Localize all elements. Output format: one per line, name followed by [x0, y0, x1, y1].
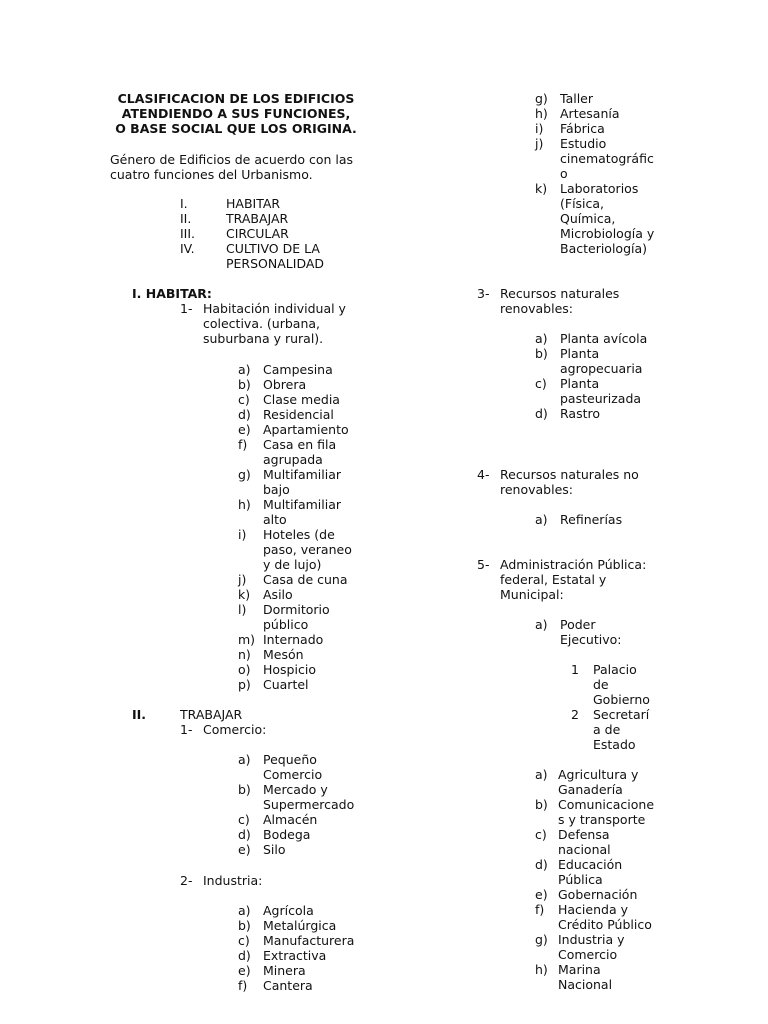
list-item-text — [263, 467, 341, 497]
list-item-marker: c) — [238, 933, 250, 948]
list-item-marker: 1 — [571, 662, 579, 677]
list-item-text — [558, 857, 622, 887]
list-item-text — [263, 782, 354, 812]
list-item-line: Supermercado — [263, 797, 355, 812]
list-item-marker: f) — [238, 978, 248, 993]
list-item-marker: b) — [535, 346, 548, 361]
list-item-line: Crédito Público — [558, 917, 652, 932]
list-item-text — [560, 406, 600, 421]
list-item-marker: d) — [535, 406, 548, 421]
list-item-marker: k) — [535, 181, 548, 196]
list-item-text — [263, 422, 349, 437]
item-marker: 2- — [180, 873, 193, 888]
list-item-marker: a) — [238, 752, 251, 767]
list-item-marker: a) — [535, 331, 548, 346]
item-line: Poder — [560, 617, 596, 632]
functions-list — [180, 196, 380, 271]
list-item-line: a de — [593, 722, 621, 737]
item-line: Habitación individual y — [203, 301, 346, 316]
list-item-marker: c) — [535, 376, 547, 391]
list-item-text — [263, 587, 293, 602]
list-item-text — [263, 903, 314, 918]
list-item-line: Educación — [558, 857, 623, 872]
list-item-marker: p) — [238, 677, 251, 692]
list-item-marker: e) — [238, 963, 251, 978]
list-item-line: de — [593, 677, 609, 692]
list-item-text — [558, 827, 611, 857]
list-item-marker: m) — [238, 632, 256, 647]
habitar-heading: I. HABITAR: — [132, 286, 212, 301]
title-line: ATENDIENDO A SUS FUNCIONES, — [121, 106, 351, 121]
list-item-text — [263, 602, 330, 632]
list-item-line: pasteurizada — [560, 391, 642, 406]
list-item-marker: d) — [238, 948, 251, 963]
item-line: renovables: — [500, 482, 574, 497]
list-item-text — [263, 812, 317, 827]
list-item-text — [263, 752, 322, 782]
list-item-text — [560, 512, 622, 527]
item-line: Recursos naturales — [500, 286, 620, 301]
list-item-line: Multifamiliar — [263, 467, 342, 482]
list-item-line: alto — [263, 512, 287, 527]
list-item-marker: c) — [535, 827, 547, 842]
list-item-line: Comunicacione — [558, 797, 655, 812]
list-item-text — [263, 392, 340, 407]
list-item-marker: h) — [535, 962, 548, 977]
list-item-marker: e) — [238, 842, 251, 857]
list-item-line: Microbiología y — [560, 226, 655, 241]
list-item-marker: b) — [238, 377, 251, 392]
list-item-marker: b) — [238, 918, 251, 933]
list-item-line: y de lujo) — [263, 557, 322, 572]
list-item-line: Estado — [593, 737, 636, 752]
title-line: O BASE SOCIAL QUE LOS ORIGINA. — [115, 121, 357, 136]
list-item-line: Internado — [263, 632, 324, 647]
intro-line: cuatro funciones del Urbanismo. — [110, 167, 313, 182]
item-line: Municipal: — [500, 587, 564, 602]
list-item-line: Obrera — [263, 377, 307, 392]
list-item-text — [560, 106, 620, 121]
list-item-text — [558, 797, 654, 827]
list-item-line: Estudio — [560, 136, 607, 151]
list-item-text — [263, 963, 306, 978]
list-item-line: Laboratorios — [560, 181, 639, 196]
list-item-marker: f) — [238, 437, 248, 452]
list-item-marker: j) — [238, 572, 247, 587]
function-item: II. TRABAJAR — [180, 211, 289, 226]
list-item-line: Planta — [560, 376, 600, 391]
list-item-marker: n) — [238, 647, 251, 662]
list-item-text — [263, 933, 354, 948]
list-item-marker: i) — [238, 527, 247, 542]
list-item-text — [263, 978, 313, 993]
item-line: federal, Estatal y — [500, 572, 607, 587]
document-title — [106, 91, 366, 136]
list-item-marker: i) — [535, 121, 544, 136]
list-item-line: Defensa — [558, 827, 610, 842]
list-item-line: Asilo — [263, 587, 293, 602]
list-item-marker: d) — [238, 407, 251, 422]
list-item-text — [560, 331, 647, 346]
list-item-text — [263, 437, 336, 467]
list-item-line: Clase media — [263, 392, 340, 407]
list-item-marker: k) — [238, 587, 251, 602]
list-item-line: Comercio — [558, 947, 618, 962]
list-item-text — [263, 647, 304, 662]
list-item-line: nacional — [558, 842, 611, 857]
list-item-line: Hospicio — [263, 662, 316, 677]
list-item-line: Cantera — [263, 978, 313, 993]
list-item-line: Extractiva — [263, 948, 327, 963]
list-item-line: Marina — [558, 962, 601, 977]
list-item-line: o — [560, 166, 568, 181]
list-item-line: Fábrica — [560, 121, 605, 136]
item-marker: 1- — [180, 301, 193, 316]
list-item-line: agrupada — [263, 452, 323, 467]
list-item-line: Rastro — [560, 406, 600, 421]
list-item-line: Mesón — [263, 647, 304, 662]
list-item-text — [263, 918, 336, 933]
list-item-text — [560, 346, 642, 376]
list-item-text — [263, 662, 316, 677]
list-item-line: Minera — [263, 963, 306, 978]
title-line: CLASIFICACION DE LOS EDIFICIOS — [117, 91, 355, 106]
list-item-line: Refinerías — [560, 512, 623, 527]
list-item-line: Gobernación — [558, 887, 638, 902]
list-item-marker: a) — [535, 767, 548, 782]
list-item-text — [263, 407, 334, 422]
list-item-line: Agrícola — [263, 903, 314, 918]
list-item-line: Hacienda y — [558, 902, 628, 917]
item-text: Comercio: — [203, 722, 267, 737]
list-item-marker: g) — [535, 91, 548, 106]
intro-line: Género de Edificios de acuerdo con las — [110, 152, 354, 167]
list-item-line: Palacio — [593, 662, 637, 677]
list-item-line: público — [263, 617, 309, 632]
list-item-text — [558, 767, 638, 797]
list-item-marker: o) — [238, 662, 251, 677]
list-item-marker: h) — [535, 106, 548, 121]
list-item-line: Agricultura y — [558, 767, 639, 782]
list-item-text — [263, 677, 309, 692]
list-item-line: Silo — [263, 842, 286, 857]
list-item-line: Apartamiento — [263, 422, 349, 437]
list-item-line: Taller — [560, 91, 594, 106]
list-item-line: Bacteriología) — [560, 241, 648, 256]
item-marker: 5- — [477, 557, 490, 572]
list-item-line: Almacén — [263, 812, 318, 827]
list-item-marker: a) — [535, 512, 548, 527]
item-text: Industria: — [203, 873, 263, 888]
item-line: colectiva. (urbana, — [203, 316, 321, 331]
list-item-line: Pública — [558, 872, 603, 887]
list-item-line: (Física, — [560, 196, 605, 211]
list-item-text — [263, 527, 352, 572]
list-item-marker: j) — [535, 136, 544, 151]
list-item-marker: a) — [238, 362, 251, 377]
function-item: PERSONALIDAD — [226, 256, 325, 271]
list-item-text — [263, 827, 310, 842]
list-item-marker: c) — [238, 392, 250, 407]
list-item-line: Dormitorio — [263, 602, 330, 617]
list-item-text — [263, 842, 286, 857]
list-item-text — [558, 902, 652, 932]
list-item-line: Ganadería — [558, 782, 623, 797]
list-item-line: bajo — [263, 482, 290, 497]
list-item-marker: d) — [535, 857, 548, 872]
list-item-marker: 2 — [571, 707, 579, 722]
list-item-marker: f) — [535, 902, 545, 917]
list-item-line: Planta avícola — [560, 331, 648, 346]
list-item-line: Química, — [560, 211, 616, 226]
list-item-marker: a) — [238, 903, 251, 918]
list-item-text — [263, 632, 323, 647]
trabajar-heading: TRABAJAR — [180, 707, 243, 722]
item-line: Administración Pública: — [500, 557, 647, 572]
item-line: renovables: — [500, 301, 574, 316]
list-item-marker: b) — [535, 797, 548, 812]
list-item-line: Casa en fila — [263, 437, 337, 452]
list-item-marker: b) — [238, 782, 251, 797]
item-marker: 3- — [477, 286, 490, 301]
list-item-line: Industria y — [558, 932, 625, 947]
function-item: III. CIRCULAR — [180, 226, 289, 241]
list-item-marker: e) — [535, 887, 548, 902]
list-item-text — [263, 362, 333, 377]
item-marker: 4- — [477, 467, 490, 482]
list-item-line: Residencial — [263, 407, 334, 422]
list-item-line: cinematográfic — [560, 151, 654, 166]
list-item-line: Campesina — [263, 362, 333, 377]
list-item-marker: l) — [238, 602, 247, 617]
list-item-text — [263, 497, 341, 527]
list-item-line: Bodega — [263, 827, 311, 842]
intro-paragraph — [110, 152, 353, 182]
item-line: Recursos naturales no — [500, 467, 639, 482]
list-item-line: agropecuaria — [560, 361, 643, 376]
list-item-text — [560, 136, 654, 181]
list-item-line: s y transporte — [558, 812, 646, 827]
list-item-line: Comercio — [263, 767, 323, 782]
list-item-marker: d) — [238, 827, 251, 842]
function-item: I. HABITAR — [180, 196, 281, 211]
item-marker: 1- — [180, 722, 193, 737]
list-item-line: Artesanía — [560, 106, 620, 121]
list-item-text — [560, 181, 654, 256]
list-item-marker: g) — [238, 467, 251, 482]
list-item-text — [560, 376, 641, 406]
item-marker: a) — [535, 617, 548, 632]
list-item-line: Nacional — [558, 977, 613, 992]
list-item-line: Multifamiliar — [263, 497, 342, 512]
list-item-text — [593, 662, 650, 707]
list-item-marker: g) — [535, 932, 548, 947]
trabajar-marker: II. — [132, 707, 147, 722]
function-item: IV. CULTIVO DE LA — [180, 241, 320, 256]
list-item-line: Hoteles (de — [263, 527, 335, 542]
list-item-text — [558, 962, 612, 992]
list-item-line: Gobierno — [593, 692, 650, 707]
list-item-line: Planta — [560, 346, 600, 361]
list-item-line: Mercado y — [263, 782, 328, 797]
list-item-text — [560, 121, 605, 136]
list-item-line: Pequeño — [263, 752, 317, 767]
list-item-marker: c) — [238, 812, 250, 827]
list-item-line: Casa de cuna — [263, 572, 348, 587]
list-item-text — [263, 948, 326, 963]
list-item-marker: e) — [238, 422, 251, 437]
list-item-text — [558, 932, 625, 962]
list-item-text — [560, 91, 593, 106]
item-line: suburbana y rural). — [203, 331, 324, 346]
list-item-line: Secretarí — [593, 707, 650, 722]
list-item-line: Manufacturera — [263, 933, 355, 948]
list-item-line: Cuartel — [263, 677, 309, 692]
list-item-line: paso, veraneo — [263, 542, 352, 557]
list-item-line: Metalúrgica — [263, 918, 337, 933]
list-item-text — [558, 887, 637, 902]
list-item-text — [263, 572, 348, 587]
item-line: Ejecutivo: — [560, 632, 622, 647]
list-item-text — [263, 377, 306, 392]
list-item-text — [593, 707, 649, 752]
list-item-marker: h) — [238, 497, 251, 512]
